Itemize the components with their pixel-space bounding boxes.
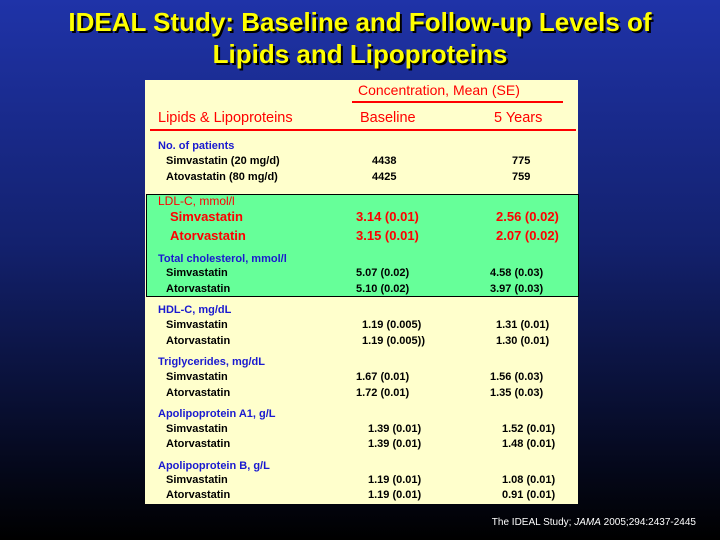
row-baseline: 1.39 (0.01) — [368, 438, 422, 450]
row-year5: 1.52 (0.01) — [502, 423, 556, 435]
column-group-header: Concentration, Mean (SE) — [358, 82, 520, 98]
slide-title-line1: IDEAL Study: Baseline and Follow-up Levels of — [68, 7, 652, 37]
row-year5: 1.31 (0.01) — [496, 319, 550, 331]
row-baseline: 3.14 (0.01) — [356, 209, 419, 224]
section-label: Apolipoprotein A1, g/L — [158, 408, 276, 420]
row-name: Simvastatin (20 mg/d) — [166, 155, 280, 167]
section-label: LDL-C, mmol/l — [158, 194, 235, 208]
row-name: Atorvastatin — [166, 387, 231, 399]
row-name: Simvastatin — [166, 474, 228, 486]
row-baseline: 4438 — [372, 155, 397, 167]
row-year5: 2.56 (0.02) — [496, 209, 559, 224]
section-label: HDL-C, mg/dL — [158, 304, 232, 316]
row-year5: 1.48 (0.01) — [502, 438, 556, 450]
header-baseline: Baseline — [360, 110, 416, 126]
row-year5: 1.35 (0.03) — [490, 387, 544, 399]
header-lipids: Lipids & Lipoproteins — [158, 110, 293, 126]
row-year5: 759 — [512, 171, 531, 183]
row-name: Atorvastatin — [166, 489, 231, 501]
header-5-years: 5 Years — [494, 110, 543, 126]
row-year5: 775 — [512, 155, 531, 167]
row-baseline: 4425 — [372, 171, 397, 183]
citation-suffix: 2005;294:2437-2445 — [600, 517, 696, 528]
row-name: Atorvastatin — [170, 228, 246, 243]
row-name: Atovastatin (80 mg/d) — [166, 171, 278, 183]
section-label: No. of patients — [158, 140, 235, 152]
row-baseline: 1.19 (0.005) — [362, 319, 422, 331]
row-year5: 2.07 (0.02) — [496, 228, 559, 243]
row-year5: 1.56 (0.03) — [490, 371, 544, 383]
row-baseline: 1.19 (0.005)) — [362, 335, 425, 347]
row-baseline: 1.19 (0.01) — [368, 489, 422, 501]
row-baseline: 1.72 (0.01) — [356, 387, 410, 399]
header-divider-bottom — [150, 129, 576, 131]
row-baseline: 1.19 (0.01) — [368, 474, 422, 486]
header-divider-top — [352, 101, 563, 103]
slide-title-line2: Lipids and Lipoproteins — [212, 39, 508, 69]
citation — [492, 517, 696, 528]
row-name: Simvastatin — [166, 267, 228, 279]
row-name: Simvastatin — [170, 209, 243, 224]
row-name: Atorvastatin — [166, 438, 231, 450]
row-baseline: 1.67 (0.01) — [356, 371, 410, 383]
row-name: Atorvastatin — [166, 283, 231, 295]
row-baseline: 5.10 (0.02) — [356, 283, 410, 295]
row-name: Simvastatin — [166, 319, 228, 331]
slide-title — [0, 6, 720, 70]
row-baseline: 1.39 (0.01) — [368, 423, 422, 435]
citation-prefix: The IDEAL Study; — [491, 517, 575, 528]
row-year5: 1.30 (0.01) — [496, 335, 550, 347]
section-label: Total cholesterol, mmol/l — [158, 253, 287, 265]
row-baseline: 3.15 (0.01) — [356, 228, 419, 243]
row-name: Simvastatin — [166, 423, 228, 435]
row-baseline: 5.07 (0.02) — [356, 267, 410, 279]
section-label: Triglycerides, mg/dL — [158, 356, 265, 368]
row-year5: 4.58 (0.03) — [490, 267, 544, 279]
row-year5: 0.91 (0.01) — [502, 489, 556, 501]
row-name: Atorvastatin — [166, 335, 231, 347]
row-name: Simvastatin — [166, 371, 228, 383]
section-label: Apolipoprotein B, g/L — [158, 460, 270, 472]
row-year5: 3.97 (0.03) — [490, 283, 544, 295]
citation-journal: JAMA — [574, 517, 601, 528]
row-year5: 1.08 (0.01) — [502, 474, 556, 486]
